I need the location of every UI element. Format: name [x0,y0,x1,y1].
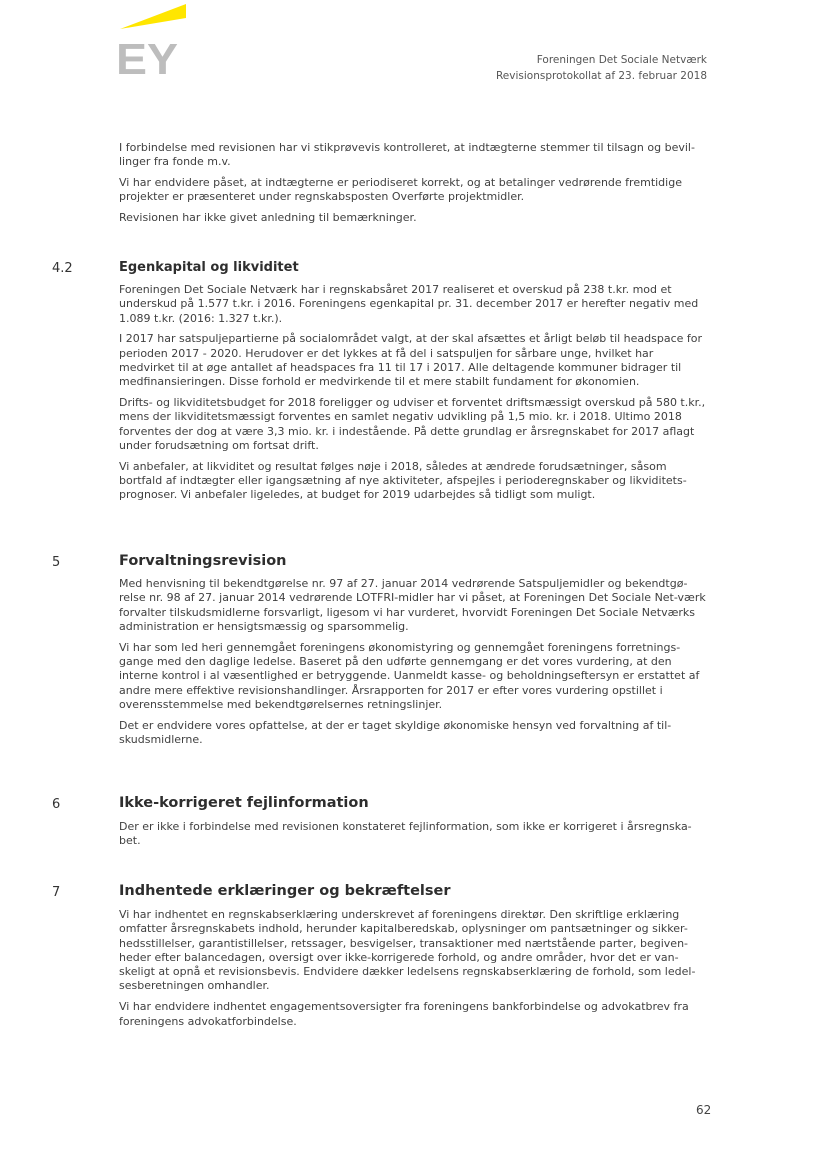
section-title: Egenkapital og likviditet [119,260,299,275]
section-title: Ikke-korrigeret fejlinformation [119,795,369,811]
paragraph: Vi har som led heri gennemgået foreningens økonomistyring og gennemgået foreningens forretnings-gange med den daglige ledelse. Baseret på den udførte gennemgang er det vores vurdering, at den interne kontrol i al væsentlighed er betryggende. Uanmeldt kasse- og beholdningseftersyn er erstattet af andre mere effektive revisionshandlinger. Årsrapporten for 2017 er efter vores vurdering opstillet i overensstemmelse med bekendtgørelsernes retningslinjer. [119,640,700,711]
paragraph: Med henvisning til bekendtgørelse nr. 97 af 27. januar 2014 vedrørende Satspuljemidler og bekendtgø-relse nr. 98 af 27. januar 2014 vedrørende LOTFRI-midler har vi påset, at Foreningen Det Sociale Net-værk forvalter tilskudsmidlerne forsvarligt, ligesom vi har vurderet, hvorvidt Foreningen Det Sociale Netværks administration er hensigtsmæssig og sparsommelig. [119,577,706,633]
page-number: 62 [696,1103,712,1117]
section-number: 6 [52,797,61,812]
paragraph: I forbindelse med revisionen har vi stikprøvevis kontrolleret, at indtægterne stemmer til tilsagn og bevil-linger fra fonde m.v. [119,141,695,169]
paragraph: Det er endvidere vores opfattelse, at der er taget skyldige økonomiske hensyn ved forvaltning af til-skudsmidlerne. [119,718,672,746]
section-title: Indhentede erklæringer og bekræftelser [119,883,451,899]
paragraph: Vi anbefaler, at likviditet og resultat følges nøje i 2018, således at ændrede forudsætninger, såsom bortfald af indtægter eller igangsætning af nye aktiviteter, afspejles i perioderegnskaber og likviditets-prognoser. Vi anbefaler ligeledes, at budget for 2019 udarbejdes så tidligt som muligt. [119,459,687,502]
ey-logo [116,2,188,78]
section-title: Forvaltningsrevision [119,553,287,569]
paragraph: Vi har indhentet en regnskabserklæring underskrevet af foreningens direktør. Den skriftlige erklæring omfatter årsregnskabets indhold, herunder kapitalberedskab, oplysninger om pantsætninger og sikker-hedsstillelser, garantistillelser, retssager, besvigelser, transaktioner med nærtstående parter, begiven-heder efter balancedagen, oversigt over ikke-korrigerede forhold, og andre områder, hvor det er van-skeligt at opnå et revisionsbevis. Endvidere dækker ledelsens regnskabserklæring de forhold, som ledel-sesberetningen omhandler. [119,908,696,993]
paragraph: Drifts- og likviditetsbudget for 2018 foreligger og udviser et forventet driftsmæssigt overskud på 580 t.kr., mens der likviditetsmæssigt forventes en samlet negativ udvikling på 1,5 mio. kr. i 2018. Ultimo 2018 forventes der dog at være 3,3 mio. kr. i indestående. På dette grundlag er årsregnskabet for 2017 aflagt under forudsætning om fortsat drift. [119,396,706,452]
section-body [119,820,709,855]
logo-text: EY [116,35,178,78]
section-number: 4.2 [52,261,73,276]
paragraph: Der er ikke i forbindelse med revisionen konstateret fejlinformation, som ikke er korrigeret i årsregnska-bet. [119,820,692,848]
section-number: 5 [52,555,61,570]
paragraph: Vi har endvidere indhentet engagementsoversigter fra foreningens bankforbindelse og advokatbrev fra foreningens advokatforbindelse. [119,1000,689,1028]
section-body [119,283,709,509]
section-number: 7 [52,885,61,900]
section-body [119,908,709,1035]
intro-section [119,141,709,232]
paragraph: I 2017 har satspuljepartierne på socialområdet valgt, at der skal afsættes et årligt beløb til headspace for perioden 2017 - 2020. Herudover er det lykkes at få del i satspuljen for sårbare unge, hvilket har medvirket til at øge antallet af headspaces fra 11 til 17 i 2017. Alle deltagende kommuner bidrager til medfinansieringen. Disse forhold er medvirkende til et mere stabilt fundament for økonomien. [119,332,703,389]
page-header [496,52,707,84]
paragraph: Foreningen Det Sociale Netværk har i regnskabsåret 2017 realiseret et overskud på 238 t.kr. mod et underskud på 1.577 t.kr. i 2016. Foreningens egenkapital pr. 31. december 2017 er herefter negativ med 1.089 t.kr. (2016: 1.327 t.kr.). [119,283,699,325]
paragraph: Revisionen har ikke givet anledning til bemærkninger. [119,211,417,225]
document-subtitle: Revisionsprotokollat af 23. februar 2018 [495,70,707,82]
section-body [119,577,709,754]
organisation-name: Foreningen Det Sociale Netværk [536,54,707,66]
paragraph: Vi har endvidere påset, at indtægterne er periodiseret korrekt, og at betalinger vedrørende fremtidige projekter er præsenteret under regnskabsposten Overførte projektmidler. [119,176,682,204]
